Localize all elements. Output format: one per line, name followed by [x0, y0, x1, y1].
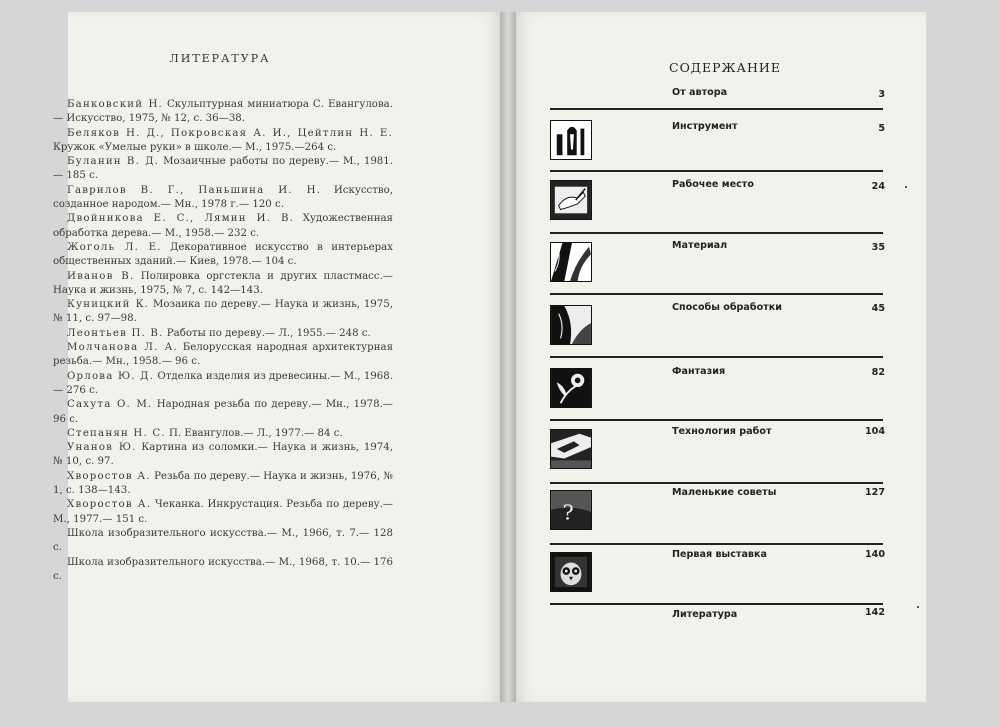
- toc-page-number: 24: [871, 181, 885, 192]
- toc-label: Инструмент: [672, 121, 738, 132]
- toc-label: Литература: [672, 609, 738, 620]
- literature-title: ЛИТЕРАТУРА: [169, 52, 271, 65]
- toc-label: Технология работ: [672, 426, 772, 437]
- toc-page-number: 142: [864, 607, 885, 618]
- toc-label: Материал: [672, 240, 728, 251]
- reference-item: Хворостов А. Чеканка. Инкрустация. Резьба по дереву.— М., 1977.— 151 с.: [53, 499, 393, 525]
- toc-divider: [550, 232, 883, 234]
- toc-divider: [550, 108, 883, 110]
- reference-item: Молчанова Л. А. Белорусская народная архитектурная резьба.— Мн., 1958.— 96 с.: [53, 342, 393, 368]
- toc-page-number: 127: [864, 487, 885, 498]
- reference-item: Гаврилов В. Г., Паньшина И. Н. Искусство, созданное народом.— Мн., 1978 г.— 120 с.: [53, 184, 394, 211]
- toc-label: От автора: [672, 87, 728, 98]
- toc-divider: [550, 293, 883, 295]
- toc-divider: [550, 356, 883, 358]
- page-speck: [917, 606, 919, 608]
- toc-page-number: 45: [871, 303, 885, 314]
- contents-title: СОДЕРЖАНИЕ: [669, 60, 781, 75]
- reference-item: Куницкий К. Мозаика по дереву.— Наука и жизнь, 1975, № 11, с. 97—98.: [53, 299, 393, 325]
- owl-icon: [550, 552, 592, 592]
- reference-item: Школа изобразительного искусства.— М., 1968, т. 10.— 176 с.: [53, 556, 393, 582]
- carving-icon: [550, 305, 592, 345]
- reference-item: Жоголь Л. Е. Декоративное искусство в интерьерах общественных зданий.— Киев, 1978.— 104 с.: [53, 241, 393, 268]
- reference-item: Буланин В. Д. Мозаичные работы по дереву.— М., 1981.— 185 с.: [53, 156, 394, 182]
- toc-page-number: 3: [878, 89, 885, 100]
- reference-item: Леонтьев П. В. Работы по дереву.— Л., 1955.— 248 с.: [67, 327, 371, 339]
- toc-label: Способы обработки: [672, 302, 782, 313]
- toc-divider: [550, 482, 883, 484]
- reference-item: Двойникова Е. С., Лямин И. В. Художественная обработка дерева.— М., 1958.— 232 с.: [53, 213, 393, 239]
- tools-icon: [550, 120, 592, 160]
- toc-page-number: 5: [878, 123, 885, 134]
- toc-page-number: 35: [871, 242, 885, 253]
- page-speck: [905, 186, 907, 188]
- reference-item: Иванов В. Полировка оргстекла и других пластмасс.— Наука и жизнь, 1975, № 7, с. 142—143.: [53, 270, 393, 296]
- reference-item: Орлова Ю. Д. Отделка изделия из древесины.— М., 1968.— 276 с.: [53, 370, 393, 396]
- hand-drawing-icon: [550, 180, 592, 220]
- svg-text:?: ?: [562, 500, 574, 525]
- reference-item: Унанов Ю. Картина из соломки.— Наука и жизнь, 1974, № 10, с. 97.: [53, 442, 393, 468]
- reference-item: Хворостов А. Резьба по дереву.— Наука и жизнь, 1976, № 1, с. 138—143.: [53, 470, 393, 497]
- toc-divider: [550, 170, 883, 172]
- toc-page-number: 140: [864, 549, 885, 560]
- flower-icon: [550, 368, 592, 408]
- planing-icon: [550, 429, 592, 469]
- toc-divider: [550, 543, 883, 545]
- toc-page-number: 104: [864, 426, 885, 437]
- toc-page-number: 82: [871, 367, 885, 378]
- wood-grain-icon: [550, 242, 592, 282]
- toc-label: Маленькие советы: [672, 487, 777, 498]
- toc-label: Фантазия: [672, 366, 726, 377]
- reference-item: Сахута О. М. Народная резьба по дереву.— Мн., 1978.— 96 с.: [53, 399, 393, 425]
- toc-divider: [550, 419, 883, 421]
- question-icon: [550, 490, 592, 530]
- toc-label: Рабочее место: [672, 179, 754, 190]
- reference-item: Школа изобразительного искусства.— М., 1966, т. 7.— 128 с.: [53, 527, 393, 554]
- toc-label: Первая выставка: [672, 549, 767, 560]
- reference-item: Беляков Н. Д., Покровская А. И., Цейтлин Н. Е. Кружок «Умелые руки» в школе.— М., 1975.—264 с.: [53, 127, 393, 153]
- book-binding: [500, 12, 516, 702]
- reference-item: Банковский Н. Скульптурная миниатюра С. Евангулова.— Искусство, 1975, № 12, с. 36—38.: [53, 99, 393, 125]
- toc-divider: [550, 603, 883, 605]
- reference-item: Степанян Н. С. П. Евангулов.— Л., 1977.— 84 с.: [67, 427, 343, 439]
- reference-list: [53, 98, 393, 584]
